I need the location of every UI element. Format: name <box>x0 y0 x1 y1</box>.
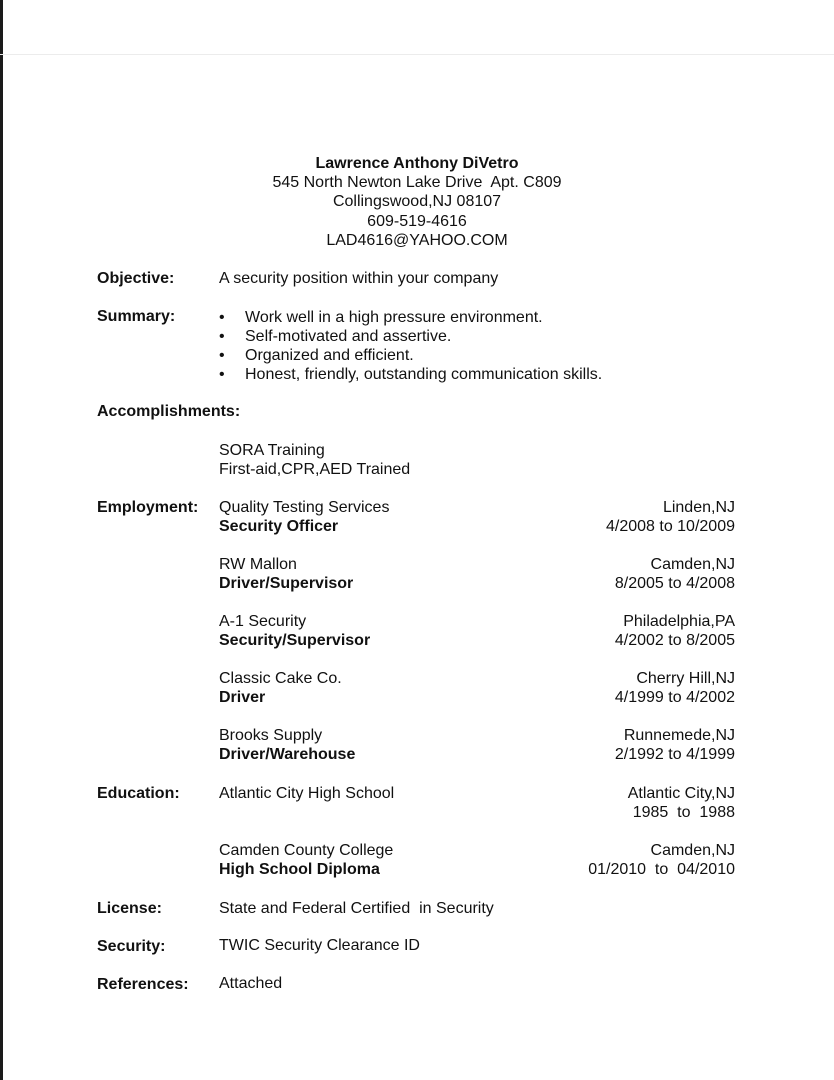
school-entry <box>219 784 394 803</box>
school-location: Atlantic City,NJ <box>627 785 735 802</box>
bullet-icon: • <box>219 347 225 364</box>
school-location: Camden,NJ <box>650 842 735 859</box>
job-title: Driver/Warehouse <box>219 746 356 764</box>
job-company: Quality Testing Services <box>219 499 390 516</box>
job-meta <box>606 498 735 536</box>
objective-label: Objective: <box>97 270 175 287</box>
job-dates: 4/1999 to 4/2002 <box>614 689 735 707</box>
references-text: Attached <box>219 975 283 992</box>
job-entry <box>219 555 353 593</box>
job-entry <box>219 669 342 707</box>
job-dates: 4/2008 to 10/2009 <box>605 518 735 536</box>
job-company: A-1 Security <box>219 613 307 630</box>
bullet-icon: • <box>219 328 225 345</box>
phone-number: 609-519-4616 <box>367 212 467 230</box>
accomplishment-item: First-aid,CPR,AED Trained <box>219 461 411 479</box>
employment-label: Employment: <box>97 499 199 516</box>
school-dates: 01/2010 to 04/2010 <box>588 861 735 879</box>
city-line: Collingswood,NJ 08107 <box>332 193 502 211</box>
summary-item: • Work well in a high pressure environment. <box>219 309 543 326</box>
job-title: Driver/Supervisor <box>219 575 354 593</box>
address-line: 545 North Newton Lake Drive Apt. C809 <box>272 174 562 192</box>
job-entry <box>219 726 355 764</box>
applicant-name: Lawrence Anthony DiVetro <box>315 155 519 172</box>
job-meta <box>615 726 735 764</box>
job-location: Runnemede,NJ <box>623 727 735 744</box>
school-entry <box>219 841 393 879</box>
job-company: RW Mallon <box>219 556 297 573</box>
school-name: Atlantic City High School <box>219 785 395 802</box>
job-company: Brooks Supply <box>219 727 323 744</box>
job-dates: 8/2005 to 4/2008 <box>614 575 735 593</box>
resume-header <box>0 154 834 250</box>
job-location: Linden,NJ <box>662 499 735 516</box>
license-text: State and Federal Certified in Security <box>219 900 494 917</box>
summary-list <box>219 308 602 384</box>
job-entry <box>219 498 389 536</box>
school-degree: High School Diploma <box>219 861 380 879</box>
job-dates: 2/1992 to 4/1999 <box>614 746 735 764</box>
job-dates: 4/2002 to 8/2005 <box>614 632 735 650</box>
job-entry <box>219 612 370 650</box>
summary-item: • Self-motivated and assertive. <box>219 328 452 345</box>
summary-item: • Honest, friendly, outstanding communication skills. <box>219 366 603 383</box>
job-meta <box>615 669 735 707</box>
bullet-icon: • <box>219 366 225 383</box>
school-meta <box>588 841 735 879</box>
school-meta <box>628 784 735 822</box>
accomplishments-list <box>219 441 410 479</box>
job-location: Cherry Hill,NJ <box>636 670 735 687</box>
accomplishment-item: SORA Training <box>219 442 325 459</box>
job-location: Philadelphia,PA <box>623 613 735 630</box>
job-location: Camden,NJ <box>650 556 735 573</box>
school-dates: 1985 to 1988 <box>632 804 735 822</box>
references-label: References: <box>97 976 189 993</box>
job-title: Security Officer <box>219 518 339 536</box>
job-meta <box>615 555 735 593</box>
job-title: Security/Supervisor <box>219 632 371 650</box>
job-title: Driver <box>219 689 266 707</box>
job-company: Classic Cake Co. <box>219 670 342 687</box>
summary-item: • Organized and efficient. <box>219 347 414 364</box>
summary-label: Summary: <box>97 308 176 325</box>
email-address: LAD4616@YAHOO.COM <box>326 231 508 249</box>
school-name: Camden County College <box>219 842 394 859</box>
license-label: License: <box>97 900 162 917</box>
security-label: Security: <box>97 938 166 955</box>
scan-topline <box>0 54 834 55</box>
education-label: Education: <box>97 785 180 802</box>
accomplishments-label: Accomplishments: <box>97 403 241 420</box>
objective-text: A security position within your company <box>219 270 499 287</box>
security-text: TWIC Security Clearance ID <box>219 937 420 954</box>
job-meta <box>615 612 735 650</box>
bullet-icon: • <box>219 309 225 326</box>
